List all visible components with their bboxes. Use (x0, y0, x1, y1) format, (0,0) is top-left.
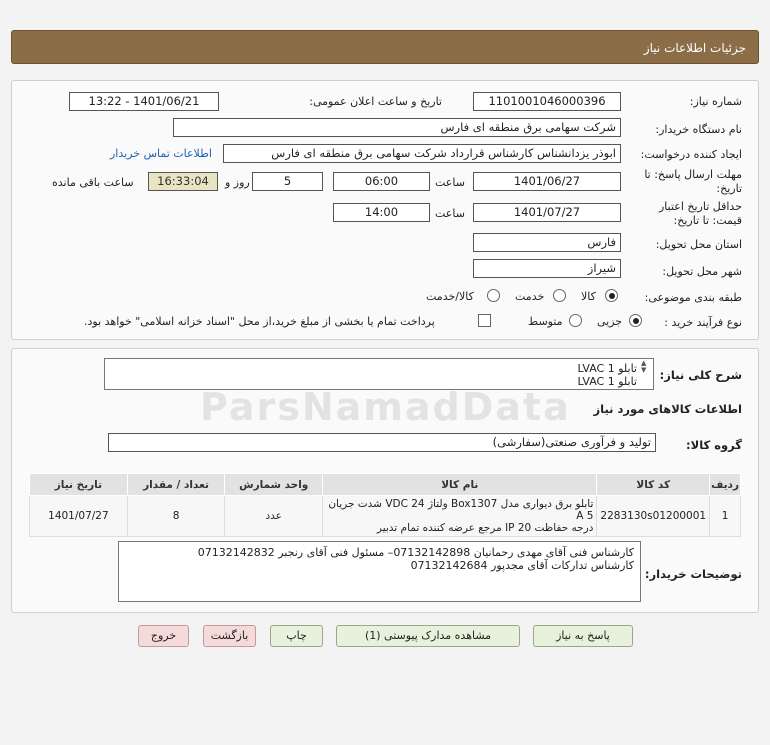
buyer-org-field: شرکت سهامی برق منطقه ای فارس (173, 118, 621, 137)
reply-time-label: ساعت (435, 176, 465, 189)
row-date: 1401/07/27 (30, 496, 128, 537)
buyer-notes-textarea (118, 541, 641, 602)
summary-line-2: تابلو LVAC 1 (577, 375, 637, 388)
row-unit: عدد (225, 496, 323, 537)
row-qty: 8 (127, 496, 224, 537)
category-radio-goods[interactable] (605, 289, 618, 302)
process-radio-medium[interactable] (569, 314, 582, 327)
contact-info-link[interactable]: اطلاعات تماس خریدار (110, 147, 212, 160)
buyer-notes-line-1: کارشناس فنی آقای مهدی رحمانیان 07132142898– مسئول فنی آقای رنجبر 07132142832 (197, 546, 634, 559)
category-option-goods: کالا (581, 290, 596, 303)
need-number-label: شماره نیاز: (689, 95, 742, 108)
col-qty: تعداد / مقدار (127, 474, 224, 496)
table-row (30, 496, 741, 537)
goods-group-label: گروه کالا: (686, 438, 742, 452)
validity-label: حداقل تاریخ اعتبار قیمت: تا تاریخ: (658, 200, 742, 227)
treasury-note: پرداخت تمام یا بخشی از مبلغ خرید،از محل "اسناد خزانه اسلامی" خواهد بود. (84, 315, 435, 328)
requester-label: ایجاد کننده درخواست: (640, 148, 742, 161)
summary-textarea (104, 358, 654, 390)
validity-date-field: 1401/07/27 (473, 203, 621, 222)
remaining-time-field: 16:33:04 (148, 172, 218, 191)
buyer-notes-line-2: کارشناس تدارکات آقای مجدپور 07132142684 (410, 559, 634, 572)
need-number-field: 1101001046000396 (473, 92, 621, 111)
remaining-label: ساعت باقی مانده (52, 176, 134, 189)
process-radio-small[interactable] (629, 314, 642, 327)
row-code: 2283130s01200001 (597, 496, 710, 537)
requester-field: ابوذر یزدانشناس کارشناس قرارداد شرکت سهامی برق منطقه ای فارس (223, 144, 621, 163)
province-field: فارس (473, 233, 621, 252)
goods-section-title: اطلاعات کالاهای مورد نیاز (593, 402, 742, 416)
row-name-line-2: درجه حفاظت IP 20 مرجع عرضه کننده تمام تدبیر (376, 522, 594, 534)
city-label: شهر محل تحویل: (662, 265, 742, 278)
reply-date-field: 1401/06/27 (473, 172, 621, 191)
goods-group-field: تولید و فرآوری صنعتی(سفارشی) (108, 433, 656, 452)
city-field: شیراز (473, 259, 621, 278)
buyer-org-label: نام دستگاه خریدار: (655, 123, 742, 136)
col-code: کد کالا (597, 474, 710, 496)
days-label: روز و (225, 176, 250, 189)
col-unit: واحد شمارش (225, 474, 323, 496)
announce-label: تاریخ و ساعت اعلان عمومی: (309, 95, 442, 108)
print-button[interactable]: چاپ (270, 625, 323, 647)
province-label: استان محل تحویل: (655, 238, 742, 251)
summary-line-1: تابلو LVAC 1 (577, 362, 637, 375)
reply-button[interactable]: پاسخ به نیاز (533, 625, 633, 647)
row-name-line-1: تابلو برق دیواری مدل Box1307 ولتاژ VDC 24 شدت جریان A 5 (328, 498, 594, 522)
col-index: ردیف (710, 474, 741, 496)
process-label: نوع فرآیند خرید : (664, 316, 742, 329)
validity-time-field: 14:00 (333, 203, 430, 222)
announce-field: 1401/06/21 - 13:22 (69, 92, 219, 111)
attachments-button[interactable]: مشاهده مدارک پیوستی (1) (336, 625, 520, 647)
col-name: نام کالا (323, 474, 597, 496)
treasury-checkbox[interactable] (478, 314, 491, 327)
process-option-small: جزیی (597, 315, 623, 328)
category-radio-service[interactable] (553, 289, 566, 302)
goods-table (29, 473, 741, 537)
col-date: تاریخ نیاز (30, 474, 128, 496)
buyer-notes-label: توضیحات خریدار: (644, 567, 742, 581)
page-header (11, 30, 759, 64)
category-option-both: کالا/خدمت (426, 290, 474, 303)
back-button[interactable]: بازگشت (203, 625, 256, 647)
summary-label: شرح کلی نیاز: (659, 368, 742, 382)
validity-time-label: ساعت (435, 207, 465, 220)
days-field: 5 (252, 172, 323, 191)
category-option-service: خدمت (515, 290, 545, 303)
row-index: 1 (710, 496, 741, 537)
reply-time-field: 06:00 (333, 172, 430, 191)
category-label: طبقه بندی موضوعی: (644, 291, 742, 304)
page-title: جزئیات اطلاعات نیاز (643, 41, 746, 55)
category-radio-both[interactable] (487, 289, 500, 302)
summary-scroll-icon[interactable]: ▲ ▼ (641, 359, 647, 374)
goods-table-header (30, 474, 741, 496)
row-name (323, 496, 597, 537)
exit-button[interactable]: خروج (138, 625, 189, 647)
reply-deadline-label: مهلت ارسال پاسخ: تا تاریخ: (644, 168, 742, 195)
process-option-medium: متوسط (528, 315, 563, 328)
